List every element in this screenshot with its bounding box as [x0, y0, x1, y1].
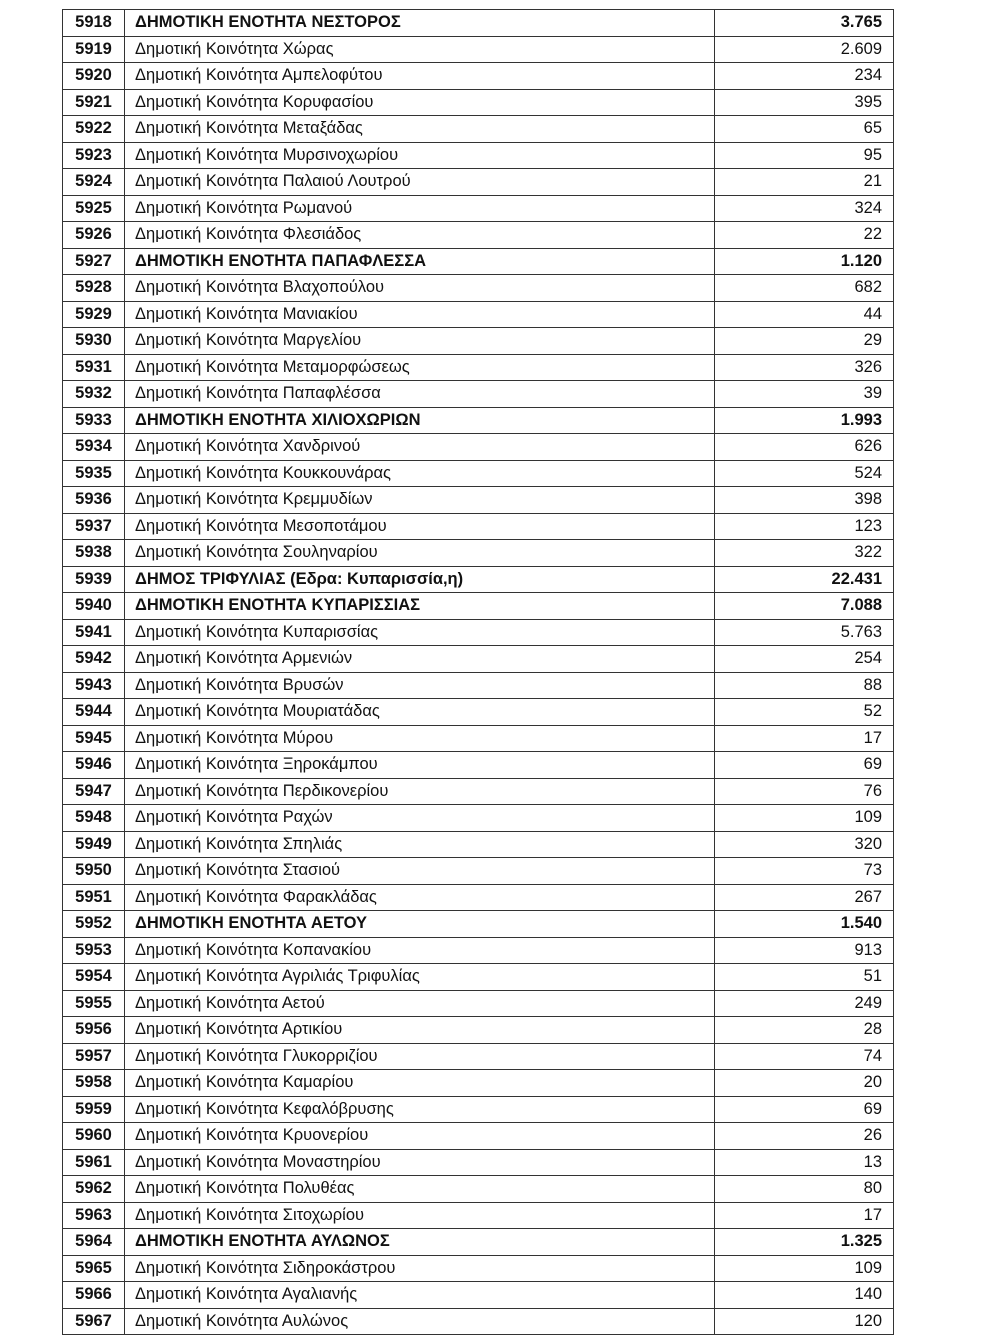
row-population-cell: 234	[715, 63, 894, 90]
row-name-cell: Δημοτική Κοινότητα Βρυσών	[125, 672, 715, 699]
table-row	[63, 275, 894, 302]
row-population-cell: 20	[715, 1070, 894, 1097]
row-code-cell: 5951	[63, 884, 125, 911]
row-population-cell: 120	[715, 1308, 894, 1335]
table-row	[63, 195, 894, 222]
row-population-cell: 3.765	[715, 10, 894, 37]
row-name-cell: Δημοτική Κοινότητα Σιτοχωρίου	[125, 1202, 715, 1229]
row-population-cell: 1.540	[715, 911, 894, 938]
row-code-cell: 5943	[63, 672, 125, 699]
row-population-cell: 13	[715, 1149, 894, 1176]
row-code-cell: 5957	[63, 1043, 125, 1070]
row-name-cell: Δημοτική Κοινότητα Στασιού	[125, 858, 715, 885]
row-code-cell: 5941	[63, 619, 125, 646]
table-row-subtotal	[63, 10, 894, 37]
table-row-subtotal	[63, 566, 894, 593]
row-code-cell: 5964	[63, 1229, 125, 1256]
table-row	[63, 805, 894, 832]
row-population-cell: 44	[715, 301, 894, 328]
table-row	[63, 1282, 894, 1309]
row-code-cell: 5952	[63, 911, 125, 938]
table-row	[63, 434, 894, 461]
row-code-cell: 5926	[63, 222, 125, 249]
row-population-cell: 326	[715, 354, 894, 381]
table-row	[63, 858, 894, 885]
row-name-cell: ΔΗΜΟΤΙΚΗ ΕΝΟΤΗΤΑ ΑΕΤΟΥ	[125, 911, 715, 938]
row-population-cell: 39	[715, 381, 894, 408]
row-name-cell: Δημοτική Κοινότητα Καμαρίου	[125, 1070, 715, 1097]
table-row	[63, 116, 894, 143]
table-row	[63, 672, 894, 699]
row-code-cell: 5945	[63, 725, 125, 752]
row-name-cell: Δημοτική Κοινότητα Μεταμορφώσεως	[125, 354, 715, 381]
table-row	[63, 89, 894, 116]
table-row	[63, 646, 894, 673]
table-row	[63, 1202, 894, 1229]
row-population-cell: 254	[715, 646, 894, 673]
row-name-cell: Δημοτική Κοινότητα Αρτικίου	[125, 1017, 715, 1044]
row-population-cell: 626	[715, 434, 894, 461]
table-row	[63, 540, 894, 567]
row-population-cell: 76	[715, 778, 894, 805]
row-code-cell: 5949	[63, 831, 125, 858]
row-code-cell: 5927	[63, 248, 125, 275]
row-population-cell: 1.993	[715, 407, 894, 434]
table-row	[63, 619, 894, 646]
row-code-cell: 5920	[63, 63, 125, 90]
row-population-cell: 51	[715, 964, 894, 991]
row-name-cell: ΔΗΜΟΤΙΚΗ ΕΝΟΤΗΤΑ ΑΥΛΩΝΟΣ	[125, 1229, 715, 1256]
row-name-cell: Δημοτική Κοινότητα Παπαφλέσσα	[125, 381, 715, 408]
row-code-cell: 5962	[63, 1176, 125, 1203]
row-population-cell: 109	[715, 1255, 894, 1282]
row-code-cell: 5961	[63, 1149, 125, 1176]
row-name-cell: Δημοτική Κοινότητα Αμπελοφύτου	[125, 63, 715, 90]
row-name-cell: Δημοτική Κοινότητα Ραχών	[125, 805, 715, 832]
row-name-cell: Δημοτική Κοινότητα Ξηροκάμπου	[125, 752, 715, 779]
row-name-cell: Δημοτική Κοινότητα Γλυκορριζίου	[125, 1043, 715, 1070]
row-name-cell: Δημοτική Κοινότητα Κυπαρισσίας	[125, 619, 715, 646]
row-name-cell: ΔΗΜΟΤΙΚΗ ΕΝΟΤΗΤΑ ΧΙΛΙΟΧΩΡΙΩΝ	[125, 407, 715, 434]
table-row	[63, 513, 894, 540]
row-code-cell: 5933	[63, 407, 125, 434]
row-code-cell: 5922	[63, 116, 125, 143]
row-name-cell: Δημοτική Κοινότητα Μεταξάδας	[125, 116, 715, 143]
row-population-cell: 80	[715, 1176, 894, 1203]
row-population-cell: 69	[715, 1096, 894, 1123]
row-code-cell: 5942	[63, 646, 125, 673]
row-population-cell: 17	[715, 1202, 894, 1229]
row-population-cell: 398	[715, 487, 894, 514]
row-population-cell: 52	[715, 699, 894, 726]
row-code-cell: 5959	[63, 1096, 125, 1123]
table-body	[63, 10, 894, 1335]
row-population-cell: 65	[715, 116, 894, 143]
row-name-cell: Δημοτική Κοινότητα Σουληναρίου	[125, 540, 715, 567]
row-code-cell: 5967	[63, 1308, 125, 1335]
row-population-cell: 26	[715, 1123, 894, 1150]
row-name-cell: Δημοτική Κοινότητα Αγριλιάς Τριφυλίας	[125, 964, 715, 991]
row-code-cell: 5931	[63, 354, 125, 381]
row-name-cell: Δημοτική Κοινότητα Μαργελίου	[125, 328, 715, 355]
row-name-cell: Δημοτική Κοινότητα Αγαλιανής	[125, 1282, 715, 1309]
row-name-cell: Δημοτική Κοινότητα Μεσοποτάμου	[125, 513, 715, 540]
table-row	[63, 1096, 894, 1123]
table-row	[63, 699, 894, 726]
row-population-cell: 29	[715, 328, 894, 355]
row-code-cell: 5955	[63, 990, 125, 1017]
table-row	[63, 1070, 894, 1097]
row-name-cell: Δημοτική Κοινότητα Κρεμμυδίων	[125, 487, 715, 514]
table-row-subtotal	[63, 248, 894, 275]
row-code-cell: 5963	[63, 1202, 125, 1229]
row-name-cell: Δημοτική Κοινότητα Χώρας	[125, 36, 715, 63]
row-code-cell: 5958	[63, 1070, 125, 1097]
row-population-cell: 95	[715, 142, 894, 169]
row-name-cell: Δημοτική Κοινότητα Σπηλιάς	[125, 831, 715, 858]
table-row-subtotal	[63, 407, 894, 434]
row-code-cell: 5940	[63, 593, 125, 620]
table-row	[63, 990, 894, 1017]
row-name-cell: ΔΗΜΟΤΙΚΗ ΕΝΟΤΗΤΑ ΝΕΣΤΟΡΟΣ	[125, 10, 715, 37]
row-population-cell: 913	[715, 937, 894, 964]
row-name-cell: Δημοτική Κοινότητα Παλαιού Λουτρού	[125, 169, 715, 196]
row-code-cell: 5930	[63, 328, 125, 355]
row-population-cell: 524	[715, 460, 894, 487]
row-code-cell: 5966	[63, 1282, 125, 1309]
row-name-cell: Δημοτική Κοινότητα Αρμενιών	[125, 646, 715, 673]
row-code-cell: 5950	[63, 858, 125, 885]
table-row	[63, 831, 894, 858]
row-code-cell: 5928	[63, 275, 125, 302]
table-row	[63, 937, 894, 964]
row-code-cell: 5937	[63, 513, 125, 540]
table-row	[63, 222, 894, 249]
table-row	[63, 1043, 894, 1070]
table-row	[63, 1149, 894, 1176]
row-code-cell: 5956	[63, 1017, 125, 1044]
row-code-cell: 5924	[63, 169, 125, 196]
table-row	[63, 36, 894, 63]
row-population-cell: 140	[715, 1282, 894, 1309]
table-row	[63, 884, 894, 911]
row-population-cell: 5.763	[715, 619, 894, 646]
row-name-cell: Δημοτική Κοινότητα Κοπανακίου	[125, 937, 715, 964]
row-code-cell: 5947	[63, 778, 125, 805]
row-population-cell: 249	[715, 990, 894, 1017]
row-population-cell: 73	[715, 858, 894, 885]
row-population-cell: 1.120	[715, 248, 894, 275]
row-code-cell: 5929	[63, 301, 125, 328]
row-code-cell: 5918	[63, 10, 125, 37]
row-name-cell: Δημοτική Κοινότητα Κορυφασίου	[125, 89, 715, 116]
row-name-cell: Δημοτική Κοινότητα Φαρακλάδας	[125, 884, 715, 911]
row-population-cell: 682	[715, 275, 894, 302]
table-row	[63, 301, 894, 328]
table-row	[63, 964, 894, 991]
table-row	[63, 460, 894, 487]
row-code-cell: 5919	[63, 36, 125, 63]
row-code-cell: 5921	[63, 89, 125, 116]
table-row	[63, 1176, 894, 1203]
row-population-cell: 21	[715, 169, 894, 196]
row-name-cell: Δημοτική Κοινότητα Πολυθέας	[125, 1176, 715, 1203]
table-row	[63, 725, 894, 752]
row-population-cell: 22	[715, 222, 894, 249]
row-name-cell: Δημοτική Κοινότητα Μυρσινοχωρίου	[125, 142, 715, 169]
row-code-cell: 5965	[63, 1255, 125, 1282]
row-population-cell: 395	[715, 89, 894, 116]
table-row	[63, 381, 894, 408]
row-code-cell: 5923	[63, 142, 125, 169]
row-name-cell: Δημοτική Κοινότητα Μύρου	[125, 725, 715, 752]
row-name-cell: Δημοτική Κοινότητα Κεφαλόβρυσης	[125, 1096, 715, 1123]
row-population-cell: 322	[715, 540, 894, 567]
row-population-cell: 109	[715, 805, 894, 832]
row-code-cell: 5948	[63, 805, 125, 832]
census-table	[62, 9, 894, 1335]
table-row-subtotal	[63, 1229, 894, 1256]
row-population-cell: 324	[715, 195, 894, 222]
row-code-cell: 5953	[63, 937, 125, 964]
row-population-cell: 28	[715, 1017, 894, 1044]
row-name-cell: Δημοτική Κοινότητα Μανιακίου	[125, 301, 715, 328]
row-population-cell: 1.325	[715, 1229, 894, 1256]
row-code-cell: 5939	[63, 566, 125, 593]
row-code-cell: 5960	[63, 1123, 125, 1150]
table-row-subtotal	[63, 911, 894, 938]
table-row	[63, 142, 894, 169]
row-name-cell: Δημοτική Κοινότητα Χανδρινού	[125, 434, 715, 461]
row-name-cell: Δημοτική Κοινότητα Μουριατάδας	[125, 699, 715, 726]
row-name-cell: ΔΗΜΟΣ ΤΡΙΦΥΛΙΑΣ (Εδρα: Κυπαρισσία,η)	[125, 566, 715, 593]
table-row	[63, 1255, 894, 1282]
row-code-cell: 5946	[63, 752, 125, 779]
row-population-cell: 74	[715, 1043, 894, 1070]
row-name-cell: ΔΗΜΟΤΙΚΗ ΕΝΟΤΗΤΑ ΠΑΠΑΦΛΕΣΣΑ	[125, 248, 715, 275]
row-code-cell: 5938	[63, 540, 125, 567]
row-name-cell: Δημοτική Κοινότητα Σιδηροκάστρου	[125, 1255, 715, 1282]
row-code-cell: 5936	[63, 487, 125, 514]
table-row	[63, 63, 894, 90]
row-population-cell: 267	[715, 884, 894, 911]
table-row	[63, 752, 894, 779]
row-name-cell: Δημοτική Κοινότητα Αυλώνος	[125, 1308, 715, 1335]
row-name-cell: Δημοτική Κοινότητα Φλεσιάδος	[125, 222, 715, 249]
row-code-cell: 5954	[63, 964, 125, 991]
row-population-cell: 7.088	[715, 593, 894, 620]
table-row	[63, 487, 894, 514]
row-name-cell: ΔΗΜΟΤΙΚΗ ΕΝΟΤΗΤΑ ΚΥΠΑΡΙΣΣΙΑΣ	[125, 593, 715, 620]
table-row	[63, 1308, 894, 1335]
row-name-cell: Δημοτική Κοινότητα Περδικονερίου	[125, 778, 715, 805]
row-code-cell: 5944	[63, 699, 125, 726]
table-row	[63, 354, 894, 381]
row-code-cell: 5934	[63, 434, 125, 461]
table-row	[63, 169, 894, 196]
row-code-cell: 5935	[63, 460, 125, 487]
table-row	[63, 778, 894, 805]
table-row	[63, 1017, 894, 1044]
row-name-cell: Δημοτική Κοινότητα Μοναστηρίου	[125, 1149, 715, 1176]
table-row	[63, 328, 894, 355]
row-name-cell: Δημοτική Κοινότητα Κουκκουνάρας	[125, 460, 715, 487]
row-name-cell: Δημοτική Κοινότητα Βλαχοπούλου	[125, 275, 715, 302]
row-population-cell: 123	[715, 513, 894, 540]
row-population-cell: 22.431	[715, 566, 894, 593]
row-code-cell: 5932	[63, 381, 125, 408]
row-population-cell: 320	[715, 831, 894, 858]
row-code-cell: 5925	[63, 195, 125, 222]
table-row-subtotal	[63, 593, 894, 620]
row-name-cell: Δημοτική Κοινότητα Κρυονερίου	[125, 1123, 715, 1150]
row-name-cell: Δημοτική Κοινότητα Αετού	[125, 990, 715, 1017]
table-row	[63, 1123, 894, 1150]
row-population-cell: 69	[715, 752, 894, 779]
row-population-cell: 17	[715, 725, 894, 752]
row-name-cell: Δημοτική Κοινότητα Ρωμανού	[125, 195, 715, 222]
row-population-cell: 88	[715, 672, 894, 699]
row-population-cell: 2.609	[715, 36, 894, 63]
